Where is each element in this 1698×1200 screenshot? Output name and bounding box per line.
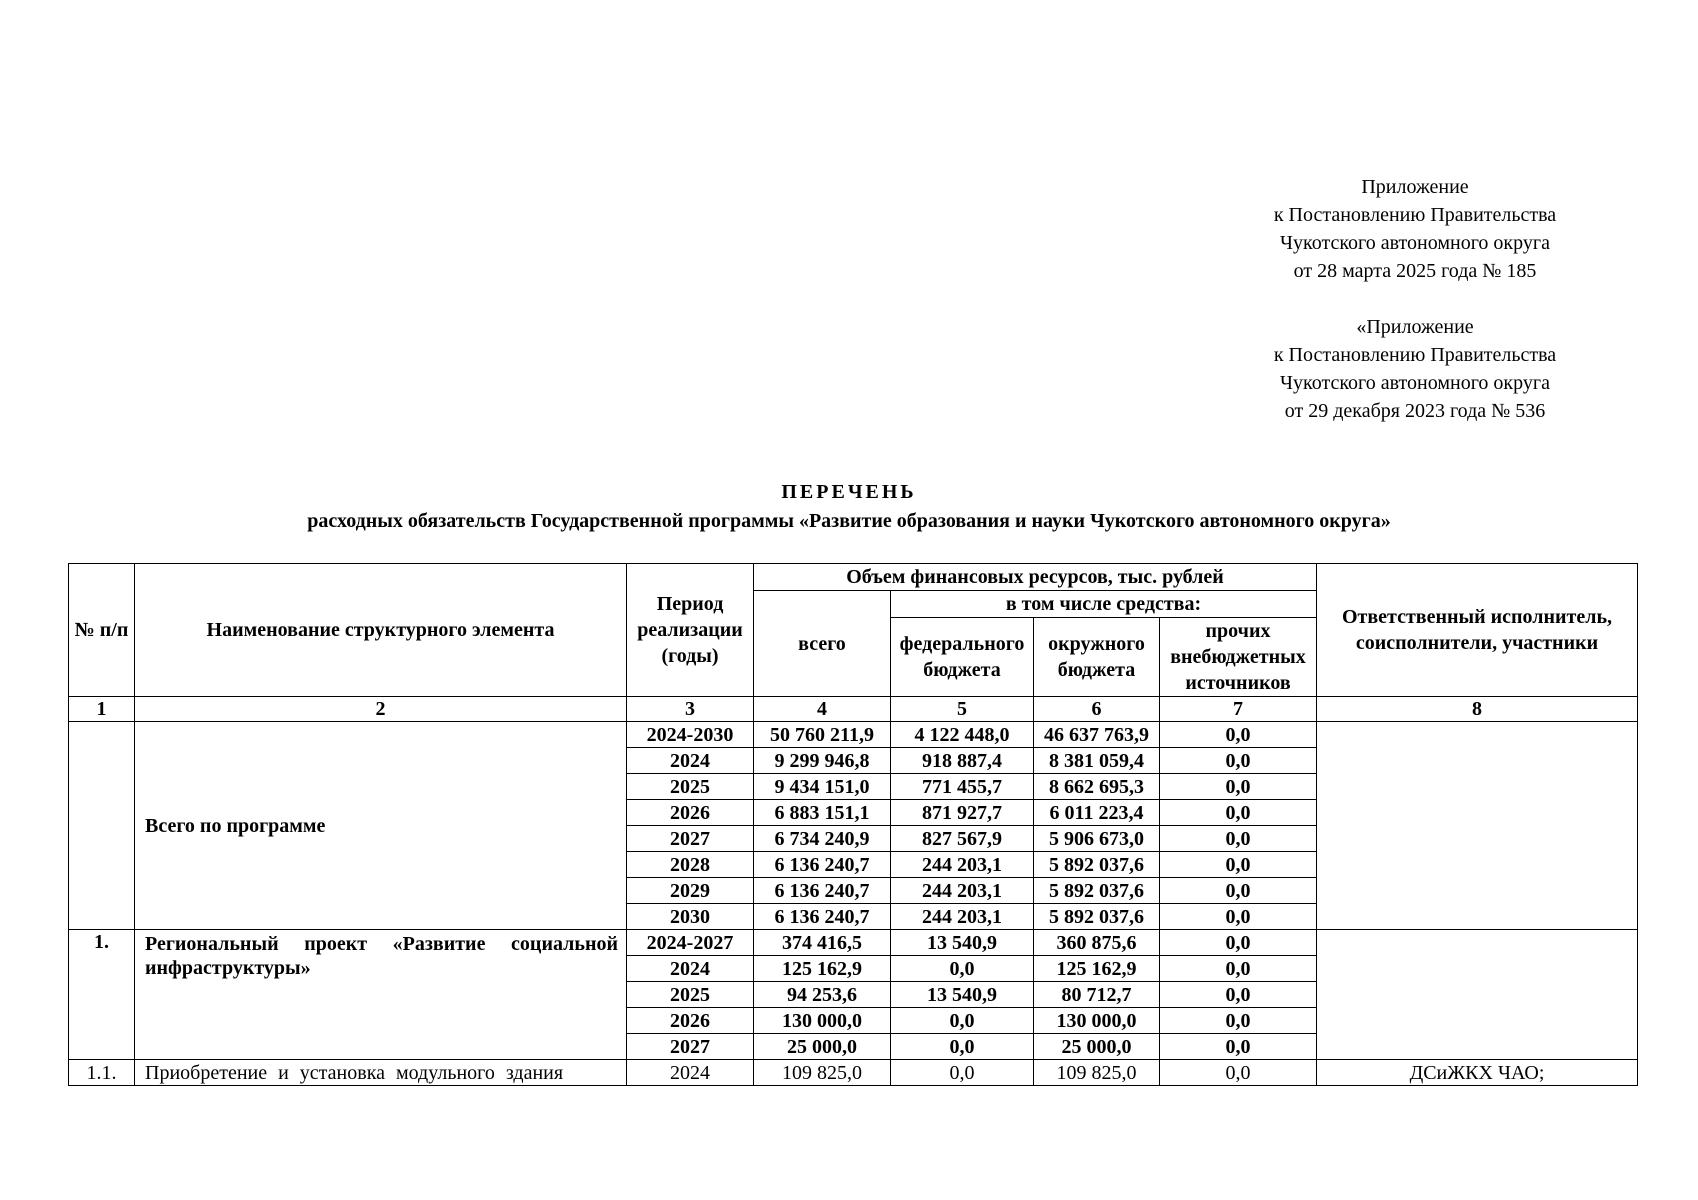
cell-district: 5 906 673,0 [1034, 826, 1160, 852]
cell-district: 360 875,6 [1034, 930, 1160, 956]
header-including: в том числе средства: [891, 591, 1317, 618]
cell-period: 2025 [627, 982, 754, 1008]
cell-responsible [1317, 930, 1638, 1060]
header-responsible: Ответственный исполнитель, соисполнители, участники [1317, 564, 1638, 697]
appendix-line: Чукотского автономного округа [1280, 372, 1550, 394]
cell-period: 2027 [627, 826, 754, 852]
cell-district: 109 825,0 [1034, 1060, 1160, 1086]
cell-other: 0,0 [1160, 852, 1317, 878]
header-name: Наименование структурного элемента [135, 564, 627, 697]
cell-responsible: ДСиЖКХ ЧАО; [1317, 1060, 1638, 1086]
col-number: 3 [627, 697, 754, 722]
row-num [69, 722, 135, 930]
row-num: 1.1. [69, 1060, 135, 1086]
cell-period: 2027 [627, 1034, 754, 1060]
cell-district: 8 662 695,3 [1034, 774, 1160, 800]
cell-total: 374 416,5 [754, 930, 891, 956]
cell-federal: 918 887,4 [891, 748, 1034, 774]
cell-district: 80 712,7 [1034, 982, 1160, 1008]
cell-total: 50 760 211,9 [754, 722, 891, 748]
cell-federal: 771 455,7 [891, 774, 1034, 800]
appendix-line: к Постановлению Правительства [1273, 344, 1557, 366]
cell-period: 2024 [627, 956, 754, 982]
cell-district: 125 162,9 [1034, 956, 1160, 982]
cell-district: 5 892 037,6 [1034, 852, 1160, 878]
cell-total: 6 734 240,9 [754, 826, 891, 852]
header-num: № п/п [69, 564, 135, 697]
appendix-line: Чукотского автономного округа [1280, 232, 1550, 254]
cell-federal: 4 122 448,0 [891, 722, 1034, 748]
appendix-line: от 28 марта 2025 года № 185 [1293, 260, 1537, 282]
header-volume: Объем финансовых ресурсов, тыс. рублей [754, 564, 1317, 591]
header-district: окружного бюджета [1034, 618, 1160, 697]
cell-other: 0,0 [1160, 774, 1317, 800]
cell-total: 125 162,9 [754, 956, 891, 982]
cell-district: 6 011 223,4 [1034, 800, 1160, 826]
cell-other: 0,0 [1160, 826, 1317, 852]
cell-other: 0,0 [1160, 748, 1317, 774]
cell-total: 6 136 240,7 [754, 904, 891, 930]
header-total: всего [754, 591, 891, 697]
cell-district: 5 892 037,6 [1034, 904, 1160, 930]
col-number: 8 [1317, 697, 1638, 722]
header-federal: федерального бюджета [891, 618, 1034, 697]
cell-period: 2024 [627, 1060, 754, 1086]
table-row [69, 930, 1638, 956]
document-title: ПЕРЕЧЕНЬ [781, 481, 917, 503]
cell-district: 25 000,0 [1034, 1034, 1160, 1060]
cell-total: 109 825,0 [754, 1060, 891, 1086]
row-name: Всего по программе [135, 722, 627, 930]
cell-total: 6 136 240,7 [754, 878, 891, 904]
col-number: 5 [891, 697, 1034, 722]
cell-other: 0,0 [1160, 1034, 1317, 1060]
cell-other: 0,0 [1160, 800, 1317, 826]
cell-period: 2024 [627, 748, 754, 774]
cell-total: 6 136 240,7 [754, 852, 891, 878]
cell-total: 6 883 151,1 [754, 800, 891, 826]
cell-period: 2024-2030 [627, 722, 754, 748]
row-name: Приобретение и установка модульного здания [135, 1060, 627, 1086]
row-num: 1. [69, 930, 135, 1060]
cell-period: 2028 [627, 852, 754, 878]
appendix-line: от 29 декабря 2023 года № 536 [1284, 400, 1546, 422]
cell-total: 9 299 946,8 [754, 748, 891, 774]
cell-district: 5 892 037,6 [1034, 878, 1160, 904]
appendix-line: «Приложение [1356, 316, 1474, 338]
cell-federal: 827 567,9 [891, 826, 1034, 852]
cell-federal: 244 203,1 [891, 878, 1034, 904]
cell-responsible [1317, 722, 1638, 930]
cell-other: 0,0 [1160, 722, 1317, 748]
cell-total: 25 000,0 [754, 1034, 891, 1060]
cell-total: 94 253,6 [754, 982, 891, 1008]
cell-federal: 244 203,1 [891, 852, 1034, 878]
cell-other: 0,0 [1160, 930, 1317, 956]
cell-period: 2024-2027 [627, 930, 754, 956]
appendix-new-block [1230, 173, 1600, 285]
col-number: 2 [135, 697, 627, 722]
document-subtitle: расходных обязательств Государственной программы «Развитие образования и науки Чукотского автономного округа» [307, 510, 1391, 532]
header-other: прочих внебюджетных источников [1160, 618, 1317, 697]
cell-total: 130 000,0 [754, 1008, 891, 1034]
cell-other: 0,0 [1160, 904, 1317, 930]
cell-district: 8 381 059,4 [1034, 748, 1160, 774]
cell-federal: 13 540,9 [891, 982, 1034, 1008]
cell-period: 2030 [627, 904, 754, 930]
cell-federal: 13 540,9 [891, 930, 1034, 956]
cell-federal: 0,0 [891, 1060, 1034, 1086]
cell-federal: 0,0 [891, 1008, 1034, 1034]
appendix-line: к Постановлению Правительства [1273, 204, 1557, 226]
cell-federal: 871 927,7 [891, 800, 1034, 826]
appendix-old-block [1230, 313, 1600, 425]
cell-other: 0,0 [1160, 878, 1317, 904]
cell-district: 130 000,0 [1034, 1008, 1160, 1034]
cell-other: 0,0 [1160, 1008, 1317, 1034]
expenditure-table [68, 563, 1638, 1086]
cell-federal: 244 203,1 [891, 904, 1034, 930]
header-period: Период реализации (годы) [627, 564, 754, 697]
cell-other: 0,0 [1160, 956, 1317, 982]
cell-other: 0,0 [1160, 1060, 1317, 1086]
cell-period: 2025 [627, 774, 754, 800]
cell-other: 0,0 [1160, 982, 1317, 1008]
col-number: 7 [1160, 697, 1317, 722]
col-number: 4 [754, 697, 891, 722]
cell-period: 2026 [627, 800, 754, 826]
appendix-line: Приложение [1361, 176, 1469, 198]
cell-federal: 0,0 [891, 1034, 1034, 1060]
col-number: 6 [1034, 697, 1160, 722]
row-name: Региональный проект «Развитие социальной инфраструктуры» [135, 930, 627, 1060]
table-row [69, 722, 1638, 748]
table-row [69, 1060, 1638, 1086]
cell-period: 2029 [627, 878, 754, 904]
cell-district: 46 637 763,9 [1034, 722, 1160, 748]
cell-federal: 0,0 [891, 956, 1034, 982]
col-number: 1 [69, 697, 135, 722]
cell-total: 9 434 151,0 [754, 774, 891, 800]
cell-period: 2026 [627, 1008, 754, 1034]
